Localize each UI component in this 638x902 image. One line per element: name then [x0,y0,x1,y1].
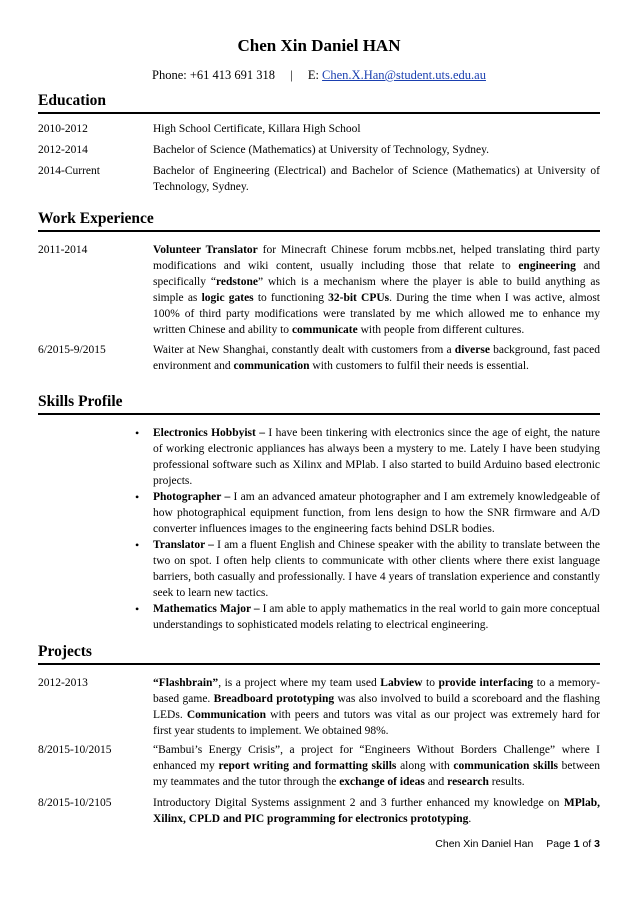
education-date: 2010-2012 [38,123,88,135]
education-date: 2012-2014 [38,144,88,156]
work-text: Volunteer Translator for Minecraft Chinese forum mcbbs.net, helped translating third party modifications and wiki content, usually including those that relate to engineering and specifically “redstone” which is a mechanism where the player is able to build anything as simple as logic gates to functioning 32-bit CPUs. During the time when I was active, almost 100% of third party modifications were translated by me which allowed me to enhance my written Chinese and ability to communicate with people from different cultures. [153,244,601,336]
phone-text: Phone: +61 413 691 318 [152,68,276,82]
page-footer [435,838,600,850]
project-text: “Flashbrain”, is a project where my team used Labview to provide interfacing to a memory-based game. Breadboard prototyping was also involved to build a scoreboard and the flashing LEDs. Communication with peers and tutors was vital as our project was extremely hard for first year students to implement. We obtained 98%. [153,677,601,737]
skills-list-item: • Mathematics Major – I am able to apply mathematics in the real world to gain more conceptual understandings to sophisticated models relating to electrical engineering. [135,601,600,633]
section-title-projects: Projects [38,643,600,665]
section-title-skills-profile: Skills Profile [38,393,600,415]
work-date: 6/2015-9/2015 [38,344,106,356]
project-date: 8/2015-10/2015 [38,744,112,756]
project-text: “Bambui’s Energy Crisis”, a project for “Engineers Without Borders Challenge” where I enhanced my report writing and formatting skills along with communication skills between my teammates and the tutor through the exchange of ideas and research results. [153,744,600,788]
email-link[interactable]: Chen.X.Han@student.uts.edu.au [322,68,486,82]
project-date: 8/2015-10/2105 [38,797,112,809]
contact-line [0,68,638,83]
skills-list-item: • Electronics Hobbyist – I have been tinkering with electronics since the age of eight, the nature of working electronic appliances has always been a mystery to me. Lately I have been studying professional software such as Xilinx and MPlab. I also started to build Arduino based electronic projects. [135,425,600,489]
footer-page-label: Page [546,838,571,850]
footer-name: Chen Xin Daniel Han [435,838,534,850]
education-text: Bachelor of Engineering (Electrical) and Bachelor of Science (Mathematics) at University of Technology, Sydney. [153,165,600,193]
resume-name: Chen Xin Daniel HAN [237,36,401,55]
education-text: High School Certificate, Killara High School [153,123,361,135]
skills-list [135,425,600,633]
skills-list-item: • Translator – I am a fluent English and Chinese speaker with the ability to translate between the two on spot. I often help clients to communicate with other clients where there exist language barriers, both casually and professionally. I have 4 years of translation experience and constantly seek to learn new tactics. [135,537,600,601]
project-date: 2012-2013 [38,677,88,689]
work-date: 2011-2014 [38,244,88,256]
skills-list-item: • Photographer – I am an advanced amateur photographer and I am extremely knowledgeable of how photographical equipment function, from lens design to how the SNR firmware and A/D converter influences images to the engineering facts behind DSLR bodies. [135,489,600,537]
section-title-education: Education [38,92,600,114]
education-date: 2014-Current [38,165,100,177]
project-text: Introductory Digital Systems assignment 2 and 3 further enhanced my knowledge on MPlab, Xilinx, CPLD and PIC programming for electronics prototyping. [153,797,600,825]
section-title-work-experience: Work Experience [38,210,600,232]
education-text: Bachelor of Science (Mathematics) at University of Technology, Sydney. [153,144,490,156]
footer-total-pages: 3 [594,838,600,850]
contact-separator: | [290,68,293,82]
footer-current-page: 1 [573,838,580,850]
email-label: E: [307,68,319,82]
footer-page-number [546,838,600,850]
work-text: Waiter at New Shanghai, constantly dealt with customers from a diverse background, fast paced environment and communication with customers to fulfil their needs is essential. [153,344,600,372]
footer-of-label: of [582,838,592,850]
